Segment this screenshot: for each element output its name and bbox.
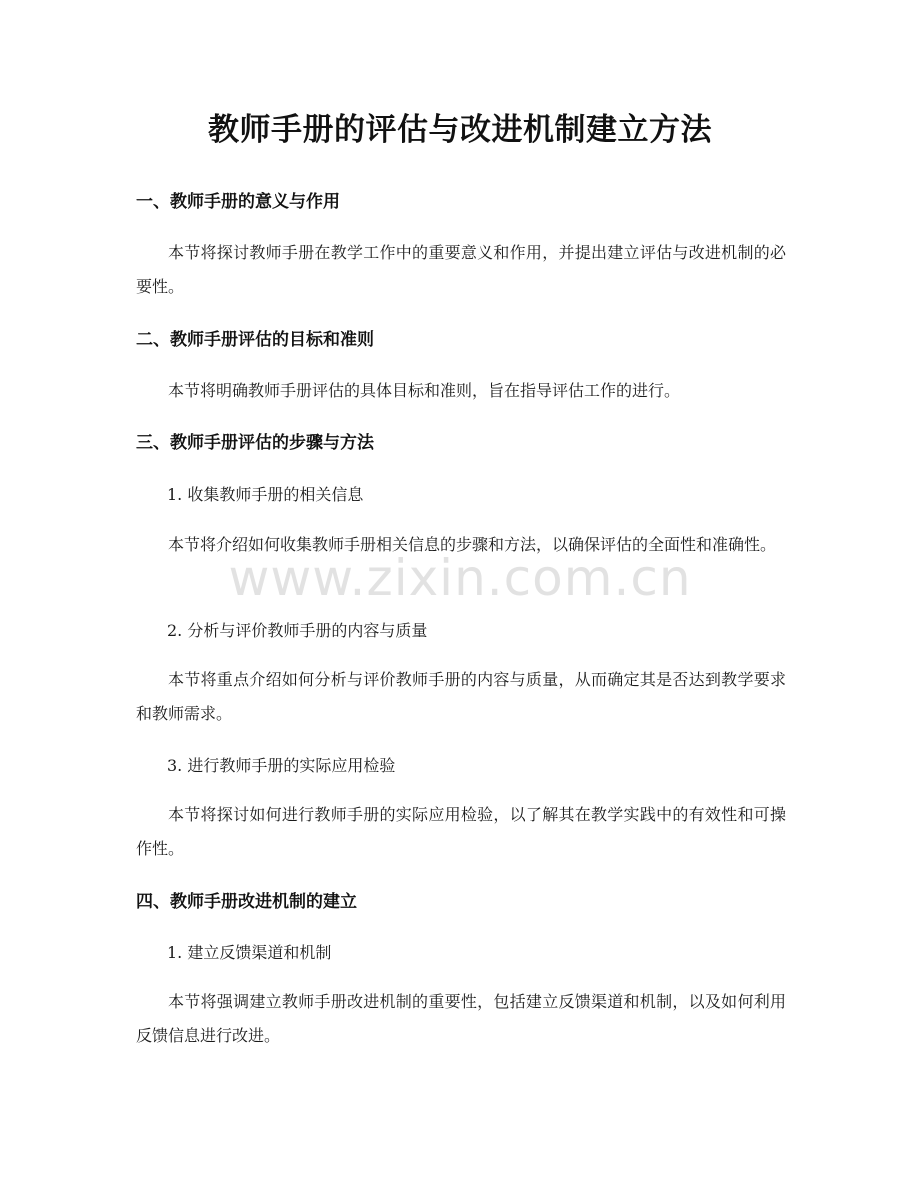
subsection-heading-3-3: 3. 进行教师手册的实际应用检验	[167, 756, 396, 775]
section-paragraph-1: 本节将探讨教师手册在教学工作中的重要意义和作用，并提出建立评估与改进机制的必要性。	[136, 243, 786, 296]
section-heading-4: 四、教师手册改进机制的建立	[136, 892, 357, 912]
subsection-paragraph-3-3: 本节将探讨如何进行教师手册的实际应用检验，以了解其在教学实践中的有效性和可操作性。	[136, 805, 786, 858]
section-heading-1: 一、教师手册的意义与作用	[136, 192, 340, 212]
document-title: 教师手册的评估与改进机制建立方法	[208, 112, 712, 148]
subsection-heading-4-1: 1. 建立反馈渠道和机制	[167, 943, 332, 962]
section-heading-2: 二、教师手册评估的目标和准则	[136, 330, 374, 350]
subsection-heading-3-2: 2. 分析与评价教师手册的内容与质量	[167, 621, 428, 640]
subsection-paragraph-3-2: 本节将重点介绍如何分析与评价教师手册的内容与质量，从而确定其是否达到教学要求和教师需求。	[136, 670, 786, 723]
subsection-paragraph-3-1: 本节将介绍如何收集教师手册相关信息的步骤和方法，以确保评估的全面性和准确性。	[168, 535, 777, 554]
subsection-heading-3-1: 1. 收集教师手册的相关信息	[167, 485, 364, 504]
section-paragraph-2: 本节将明确教师手册评估的具体目标和准则，旨在指导评估工作的进行。	[168, 381, 681, 400]
subsection-paragraph-4-1: 本节将强调建立教师手册改进机制的重要性，包括建立反馈渠道和机制，以及如何利用反馈信息进行改进。	[136, 992, 786, 1045]
watermark: www.zixin.com.cn	[228, 549, 692, 607]
section-heading-3: 三、教师手册评估的步骤与方法	[136, 433, 374, 453]
